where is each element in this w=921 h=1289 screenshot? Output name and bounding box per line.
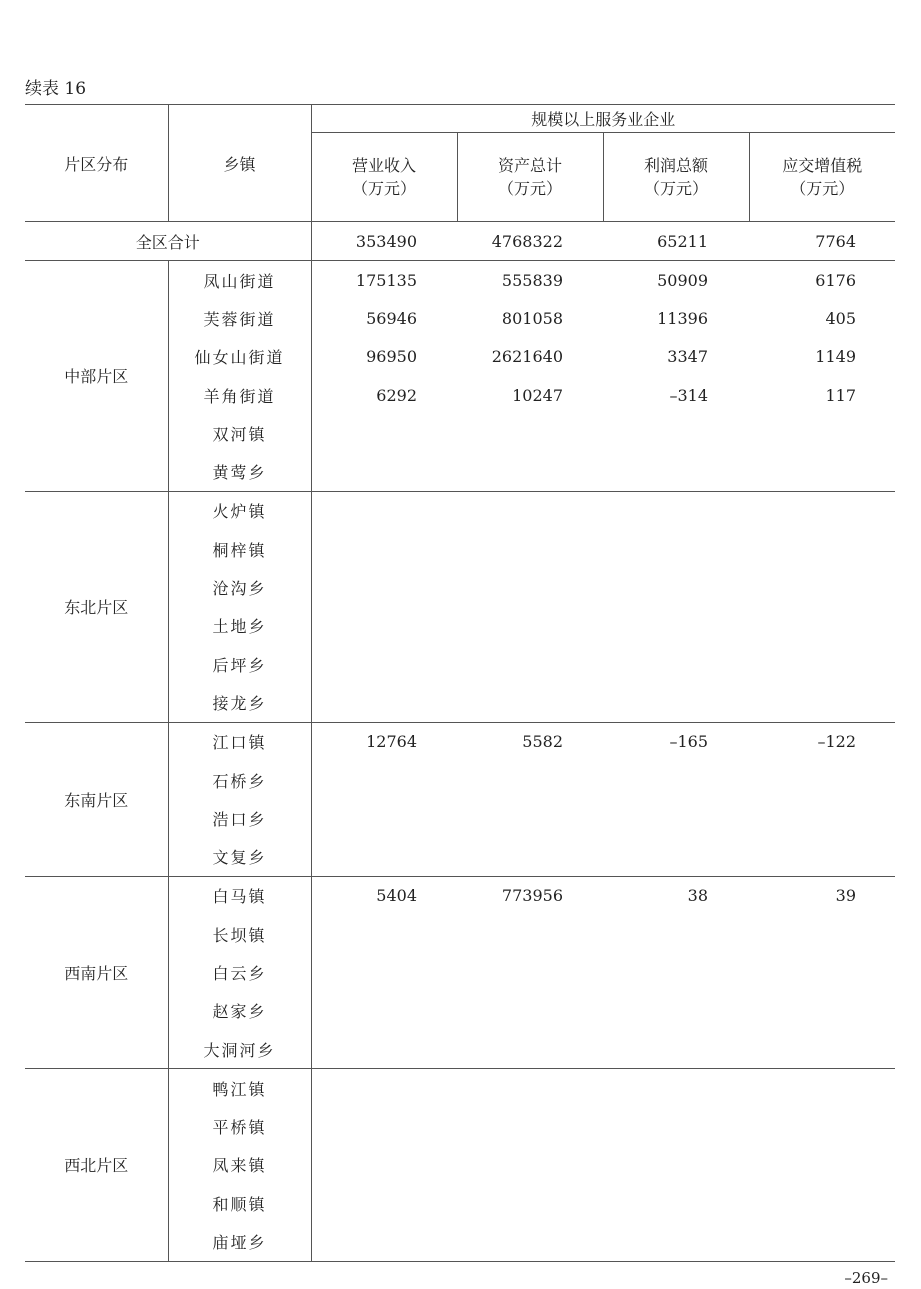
cell-revenue (311, 992, 457, 1030)
total-profit: 65211 (657, 231, 708, 251)
total-label: 全区合计 (25, 222, 311, 261)
cell-vat (749, 1184, 895, 1222)
cell-profit: 3347 (667, 347, 708, 367)
cell-revenue (311, 607, 457, 645)
total-assets: 4768322 (491, 231, 563, 251)
town-name: 江口镇 (168, 722, 311, 761)
cell-assets (457, 1146, 603, 1184)
cell-assets (457, 491, 603, 530)
town-name: 土地乡 (168, 607, 311, 645)
cell-assets: 801058 (501, 308, 563, 328)
cell-assets (457, 568, 603, 606)
cell-vat: 117 (825, 385, 857, 405)
cell-profit (603, 683, 749, 722)
cell-vat (749, 1146, 895, 1184)
table-row (25, 1069, 895, 1108)
total-row (25, 222, 895, 261)
cell-profit (603, 1069, 749, 1108)
cell-vat (749, 683, 895, 722)
cell-profit (603, 414, 749, 452)
cell-assets: 5582 (522, 732, 563, 752)
cell-revenue: 6292 (376, 385, 417, 405)
header-metric-name: 资产总计 (497, 156, 562, 175)
cell-revenue: 5404 (376, 886, 417, 906)
cell-vat (749, 607, 895, 645)
cell-vat: 405 (825, 308, 857, 328)
page-number: –269– (844, 1269, 888, 1287)
cell-assets: 10247 (512, 385, 563, 405)
town-name: 芙蓉街道 (168, 299, 311, 337)
town-name: 赵家乡 (168, 992, 311, 1030)
town-name: 庙垭乡 (168, 1222, 311, 1261)
cell-assets (457, 915, 603, 953)
cell-profit (603, 607, 749, 645)
cell-profit (603, 799, 749, 837)
cell-vat (749, 645, 895, 683)
table-caption: 续表 16 (25, 79, 87, 99)
cell-revenue (311, 530, 457, 568)
cell-vat (749, 530, 895, 568)
zone-name: 西北片区 (25, 1069, 168, 1261)
cell-revenue: 175135 (355, 270, 417, 290)
cell-revenue (311, 1184, 457, 1222)
table-row (25, 491, 895, 530)
cell-vat (749, 1069, 895, 1108)
header-zone: 片区分布 (25, 105, 168, 222)
cell-vat: –122 (817, 732, 857, 752)
table-header (25, 105, 895, 222)
town-name: 大洞河乡 (168, 1030, 311, 1069)
cell-assets: 555839 (501, 270, 563, 290)
cell-assets (457, 799, 603, 837)
town-name: 和顺镇 (168, 1184, 311, 1222)
header-metric-name: 营业收入 (351, 156, 416, 175)
town-name: 桐梓镇 (168, 530, 311, 568)
cell-vat (749, 414, 895, 452)
cell-revenue (311, 1030, 457, 1069)
cell-profit (603, 992, 749, 1030)
town-name: 白云乡 (168, 953, 311, 991)
cell-profit (603, 1030, 749, 1069)
cell-profit (603, 915, 749, 953)
cell-vat (749, 953, 895, 991)
cell-vat (749, 992, 895, 1030)
cell-revenue (311, 953, 457, 991)
cell-assets (457, 992, 603, 1030)
header-metric-unit: （万元） (643, 179, 708, 198)
town-name: 凤来镇 (168, 1146, 311, 1184)
table-row (25, 876, 895, 915)
town-name: 火炉镇 (168, 491, 311, 530)
cell-assets (457, 761, 603, 799)
cell-profit (603, 1222, 749, 1261)
cell-assets (457, 607, 603, 645)
cell-profit (603, 530, 749, 568)
zone-name: 西南片区 (25, 876, 168, 1068)
cell-profit: –165 (669, 732, 708, 752)
cell-revenue (311, 452, 457, 491)
header-revenue (311, 133, 457, 222)
cell-profit (603, 645, 749, 683)
cell-profit (603, 953, 749, 991)
cell-vat: 39 (835, 886, 857, 906)
cell-profit: 50909 (657, 270, 708, 290)
header-metric-unit: （万元） (351, 179, 416, 198)
cell-profit (603, 491, 749, 530)
cell-vat: 6176 (815, 270, 857, 290)
header-assets (457, 133, 603, 222)
header-metric-unit: （万元） (790, 179, 855, 198)
statistics-table (25, 104, 895, 1262)
cell-assets (457, 414, 603, 452)
cell-assets (457, 645, 603, 683)
header-group: 规模以上服务业企业 (311, 105, 895, 133)
cell-assets (457, 953, 603, 991)
cell-profit: –314 (669, 385, 708, 405)
header-metric-unit: （万元） (497, 179, 562, 198)
cell-assets: 773956 (501, 886, 563, 906)
cell-revenue (311, 837, 457, 876)
table-row (25, 722, 895, 761)
cell-assets: 2621640 (491, 347, 563, 367)
cell-revenue (311, 645, 457, 683)
cell-vat (749, 761, 895, 799)
cell-revenue (311, 761, 457, 799)
table-body (25, 222, 895, 1262)
town-name: 后坪乡 (168, 645, 311, 683)
town-name: 仙女山街道 (168, 338, 311, 376)
town-name: 长坝镇 (168, 915, 311, 953)
town-name: 石桥乡 (168, 761, 311, 799)
cell-profit: 11396 (657, 308, 708, 328)
cell-profit (603, 761, 749, 799)
cell-vat (749, 915, 895, 953)
cell-revenue (311, 1069, 457, 1108)
town-name: 黄莺乡 (168, 452, 311, 491)
cell-assets (457, 530, 603, 568)
table-row (25, 261, 895, 300)
cell-vat (749, 799, 895, 837)
total-revenue: 353490 (355, 231, 417, 251)
cell-vat (749, 1108, 895, 1146)
cell-revenue (311, 915, 457, 953)
town-name: 白马镇 (168, 876, 311, 915)
cell-vat (749, 837, 895, 876)
cell-assets (457, 683, 603, 722)
town-name: 浩口乡 (168, 799, 311, 837)
cell-vat (749, 452, 895, 491)
header-town: 乡镇 (168, 105, 311, 222)
cell-revenue (311, 491, 457, 530)
total-vat: 7764 (815, 231, 857, 251)
cell-revenue (311, 799, 457, 837)
cell-assets (457, 837, 603, 876)
cell-assets (457, 1108, 603, 1146)
cell-revenue (311, 683, 457, 722)
cell-profit (603, 1184, 749, 1222)
zone-name: 东南片区 (25, 722, 168, 876)
cell-revenue (311, 568, 457, 606)
cell-assets (457, 1184, 603, 1222)
cell-assets (457, 1030, 603, 1069)
town-name: 接龙乡 (168, 683, 311, 722)
cell-profit: 38 (687, 886, 708, 906)
cell-revenue: 96950 (366, 347, 417, 367)
cell-assets (457, 452, 603, 491)
header-vat (749, 133, 895, 222)
cell-vat (749, 568, 895, 606)
town-name: 平桥镇 (168, 1108, 311, 1146)
cell-assets (457, 1222, 603, 1261)
town-name: 文复乡 (168, 837, 311, 876)
cell-profit (603, 1108, 749, 1146)
cell-assets (457, 1069, 603, 1108)
header-profit (603, 133, 749, 222)
zone-name: 东北片区 (25, 491, 168, 722)
town-name: 羊角街道 (168, 376, 311, 414)
town-name: 鸭江镇 (168, 1069, 311, 1108)
cell-revenue (311, 1222, 457, 1261)
cell-profit (603, 568, 749, 606)
town-name: 双河镇 (168, 414, 311, 452)
cell-vat (749, 1222, 895, 1261)
cell-profit (603, 452, 749, 491)
town-name: 凤山街道 (168, 261, 311, 300)
header-metric-name: 应交增值税 (782, 156, 863, 175)
header-metric-name: 利润总额 (643, 156, 708, 175)
cell-revenue (311, 414, 457, 452)
zone-name: 中部片区 (25, 261, 168, 492)
cell-profit (603, 837, 749, 876)
cell-vat (749, 491, 895, 530)
cell-vat: 1149 (815, 347, 857, 367)
cell-revenue (311, 1146, 457, 1184)
cell-vat (749, 1030, 895, 1069)
cell-revenue (311, 1108, 457, 1146)
cell-revenue: 56946 (366, 308, 417, 328)
town-name: 沧沟乡 (168, 568, 311, 606)
cell-profit (603, 1146, 749, 1184)
cell-revenue: 12764 (366, 732, 417, 752)
